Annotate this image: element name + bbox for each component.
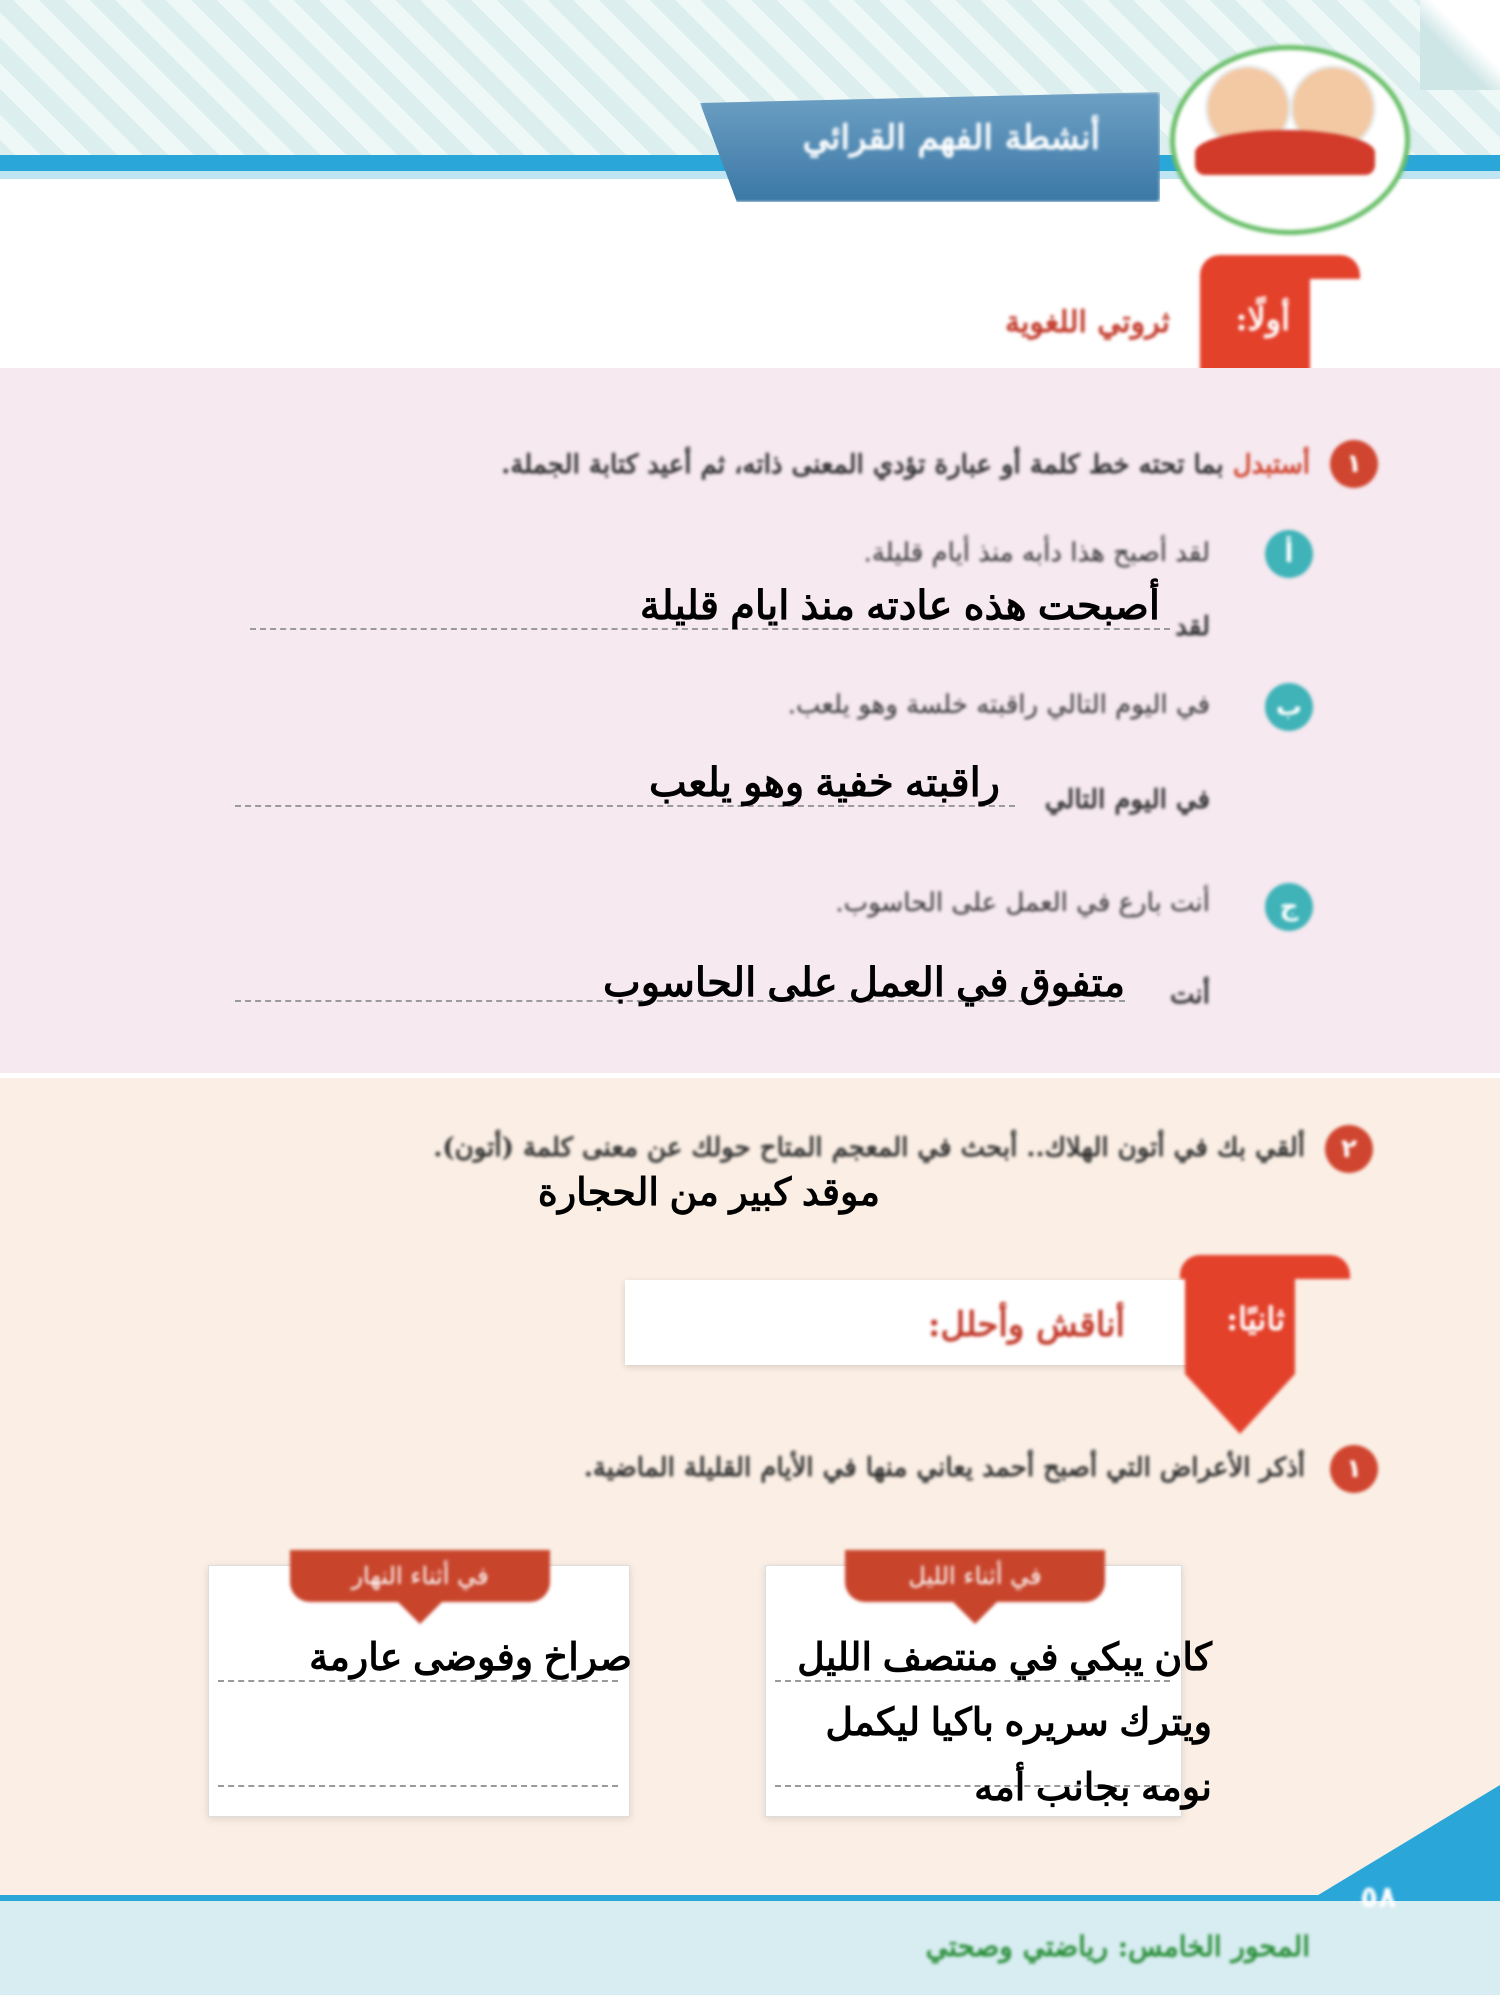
question3-text: أذكر الأعراض التي أصبح أحمد يعاني منها في الأيام القليلة الماضية. bbox=[583, 1453, 1305, 1483]
night-line-1[interactable] bbox=[775, 1680, 1170, 1682]
night-tab bbox=[845, 1550, 1105, 1624]
question2-answer: موقد كبير من الحجارة bbox=[537, 1172, 880, 1214]
item-c-prefix: أنت bbox=[1170, 980, 1210, 1010]
night-answer-line2: ويترك سريره باكيا ليكمل bbox=[825, 1702, 1212, 1744]
page-number: ٥٨ bbox=[1360, 1880, 1397, 1915]
night-tab-label: في أثناء الليل bbox=[845, 1550, 1105, 1602]
footer-line bbox=[0, 1895, 1500, 1901]
page-number-tab bbox=[1310, 1785, 1500, 1900]
item-b-prefix: في اليوم التالي bbox=[1044, 785, 1210, 815]
question1-verb: أستبدل bbox=[1232, 450, 1310, 480]
item-b-answer: راقبته خفية وهو يلعب bbox=[649, 761, 1000, 805]
ribbon-arrow bbox=[1185, 1374, 1295, 1434]
ribbon-top bbox=[1200, 255, 1360, 279]
item-c-letter: ج bbox=[1265, 883, 1313, 931]
day-tab bbox=[290, 1550, 550, 1624]
question1-text bbox=[501, 450, 1310, 480]
question1-instruction: بما تحته خط كلمة أو عبارة تؤدي المعنى ذاته، ثم أعيد كتابة الجملة. bbox=[501, 450, 1224, 480]
footer-chapter-title: المحور الخامس: رياضتي وصحتي bbox=[925, 1930, 1310, 1963]
ribbon-top bbox=[1180, 1255, 1350, 1279]
day-answer: صراخ وفوضى عارمة bbox=[309, 1637, 632, 1679]
section1-label: أولًا: bbox=[1235, 300, 1290, 338]
item-a-answer: أصبحت هذه عادته منذ ايام قليلة bbox=[639, 584, 1160, 628]
page-title: أنشطة الفهم القرائي bbox=[802, 118, 1100, 158]
item-a-letter: أ bbox=[1265, 530, 1313, 578]
question2-text: ألقي بك في أتون الهلاك.. أبحث في المعجم المتاح حولك عن معنى كلمة (أتون). bbox=[433, 1133, 1305, 1163]
day-line-1[interactable] bbox=[218, 1680, 618, 1682]
section2-title: أناقش وأحلل: bbox=[927, 1305, 1125, 1345]
section2-ribbon bbox=[1180, 1255, 1350, 1434]
question1-number: ١ bbox=[1330, 440, 1378, 488]
item-a-sentence: لقد أصبح هذا دأبه منذ أيام قليلة. bbox=[863, 538, 1210, 568]
question2-number: ٢ bbox=[1325, 1125, 1373, 1173]
day-tab-label: في أثناء النهار bbox=[290, 1550, 550, 1602]
tab-pointer bbox=[398, 1602, 442, 1624]
item-c-answer: متفوق في العمل على الحاسوب bbox=[603, 961, 1125, 1005]
item-a-prefix: لقد bbox=[1175, 612, 1210, 642]
tab-pointer bbox=[953, 1602, 997, 1624]
section2-label: ثانيًا: bbox=[1226, 1300, 1285, 1338]
day-line-2[interactable] bbox=[218, 1785, 618, 1787]
night-answer-line1: كان يبكي في منتصف الليل bbox=[797, 1637, 1212, 1679]
item-c-sentence: أنت بارع في العمل على الحاسوب. bbox=[835, 888, 1210, 918]
question3-number: ١ bbox=[1330, 1445, 1378, 1493]
item-b-letter: ب bbox=[1265, 683, 1313, 731]
page-corner-fold bbox=[1420, 0, 1500, 90]
book-icon bbox=[1195, 130, 1375, 175]
section1-title: ثروتي اللغوية bbox=[1005, 305, 1170, 340]
night-answer-line3: نومه بجانب أمه bbox=[974, 1767, 1212, 1809]
item-b-sentence: في اليوم التالي راقبته خلسة وهو يلعب. bbox=[787, 690, 1210, 720]
